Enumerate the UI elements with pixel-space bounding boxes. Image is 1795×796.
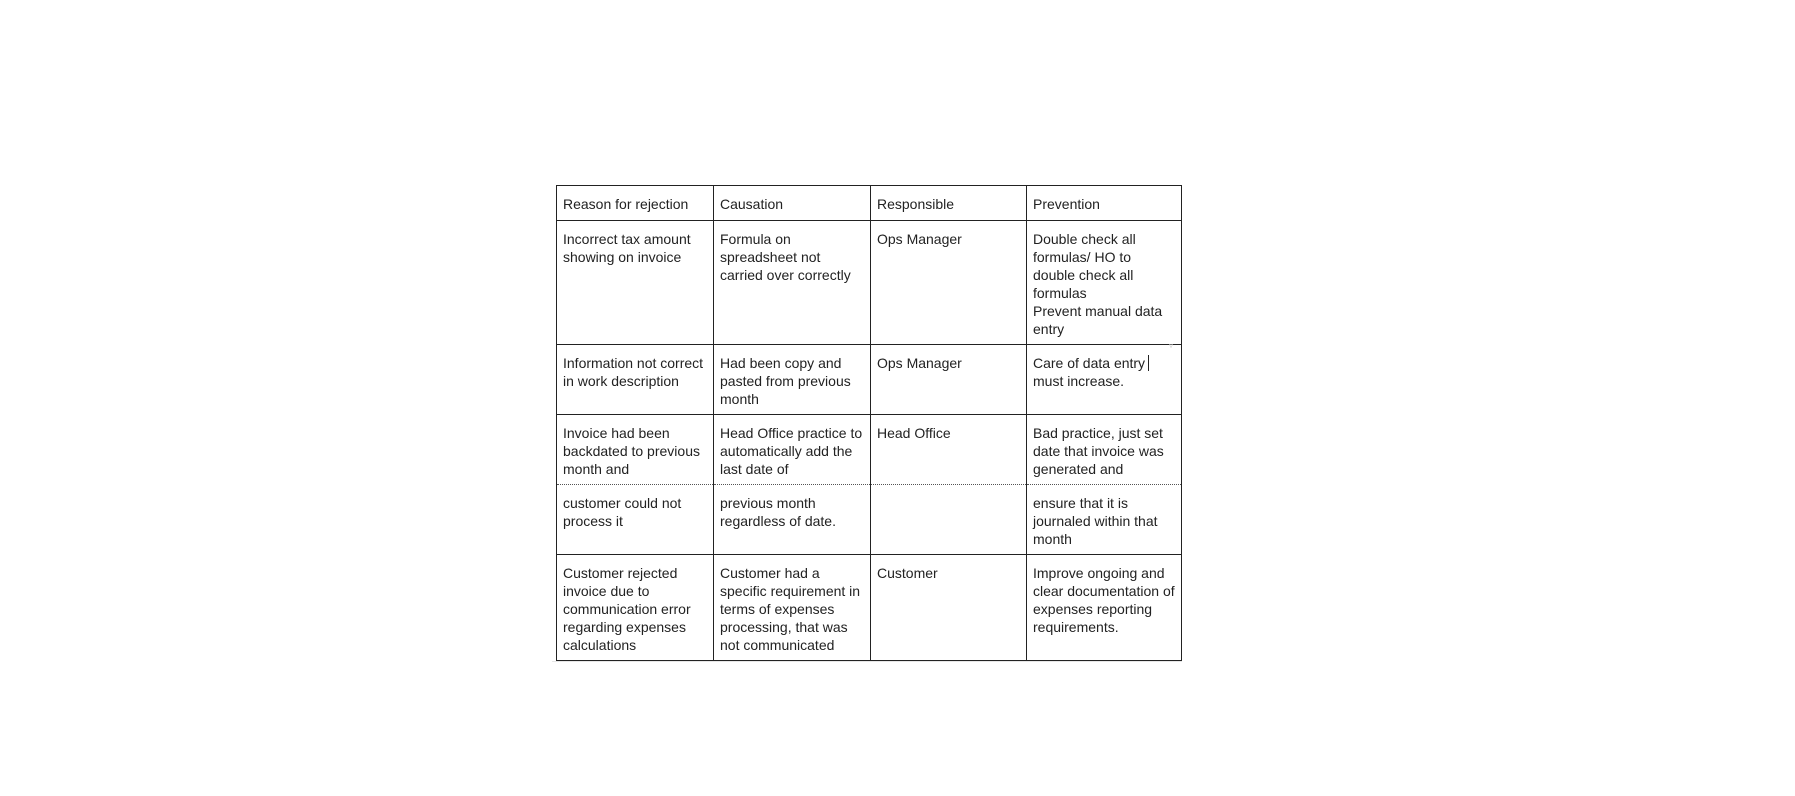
cell-text: ensure that it is journaled within that month — [1033, 495, 1158, 547]
cell-text: Bad practice, just set date that invoice was generated and — [1033, 425, 1164, 477]
cell-text-line: Double check all formulas/ HO to double check all formulas — [1033, 231, 1136, 301]
header-cell-reason[interactable] — [557, 186, 714, 221]
table-cell-reason[interactable] — [557, 415, 714, 485]
table-row — [557, 555, 1182, 661]
table-cell-prevention[interactable] — [1027, 221, 1182, 345]
table-cell-prevention-active[interactable] — [1027, 345, 1182, 415]
table-cell-causation[interactable] — [714, 415, 871, 485]
cell-text: Had been copy and pasted from previous month — [720, 355, 851, 407]
table-row — [557, 415, 1182, 485]
table-cell-causation[interactable] — [714, 221, 871, 345]
header-cell-prevention[interactable] — [1027, 186, 1182, 221]
cell-text: Customer rejected invoice due to communication error regarding expenses calculations — [563, 565, 691, 653]
cell-text: Care of data entry must increase. — [1033, 355, 1149, 389]
cell-text: Head Office practice to automatically add the last date of — [720, 425, 863, 477]
table-cell-reason[interactable] — [557, 555, 714, 661]
header-cell-causation[interactable] — [714, 186, 871, 221]
table-cell-reason[interactable] — [557, 485, 714, 555]
cell-text: customer could not process it — [563, 495, 682, 529]
cell-text: Customer — [877, 565, 938, 581]
text-cursor — [1148, 355, 1149, 371]
header-label: Causation — [720, 196, 784, 212]
table-cell-responsible[interactable] — [871, 345, 1027, 415]
cell-text: Invoice had been backdated to previous month and — [563, 425, 700, 477]
table-cell-causation[interactable] — [714, 485, 871, 555]
table-cell-responsible[interactable] — [871, 221, 1027, 345]
header-label: Prevention — [1033, 196, 1100, 212]
table-cell-prevention[interactable] — [1027, 555, 1182, 661]
table-cell-prevention[interactable] — [1027, 415, 1182, 485]
cell-text-line: Prevent manual data entry — [1033, 303, 1163, 337]
table-cell-responsible[interactable] — [871, 485, 1027, 555]
cell-text: Customer had a specific requirement in terms of expenses processing, that was not communicated — [720, 565, 861, 653]
table-cell-reason[interactable] — [557, 221, 714, 345]
cell-options-chevron-icon[interactable]: ▿ — [1168, 341, 1173, 350]
cell-text: Head Office — [877, 425, 951, 441]
header-label: Responsible — [877, 196, 955, 212]
cell-text: Formula on spreadsheet not carried over correctly — [720, 231, 851, 283]
header-cell-responsible[interactable] — [871, 186, 1027, 221]
cell-text: Incorrect tax amount showing on invoice — [563, 231, 691, 265]
table-header-row — [557, 186, 1182, 221]
table-cell-prevention[interactable] — [1027, 485, 1182, 555]
cell-text: Improve ongoing and clear documentation of expenses reporting requirements. — [1033, 565, 1175, 635]
table-row — [557, 345, 1182, 415]
table-cell-responsible[interactable] — [871, 415, 1027, 485]
table-row-continued — [557, 485, 1182, 555]
table-cell-causation[interactable] — [714, 555, 871, 661]
cell-text: previous month regardless of date. — [720, 495, 836, 529]
header-label: Reason for rejection — [563, 196, 689, 212]
rejection-table — [556, 185, 1182, 661]
table-cell-causation[interactable] — [714, 345, 871, 415]
table-cell-responsible[interactable] — [871, 555, 1027, 661]
rejection-table-container — [556, 185, 1181, 661]
page-divider — [552, 661, 1182, 662]
cell-text: Information not correct in work description — [563, 355, 704, 389]
table-row — [557, 221, 1182, 345]
cell-text: Ops Manager — [877, 355, 962, 371]
table-cell-reason[interactable] — [557, 345, 714, 415]
cell-text: Ops Manager — [877, 231, 962, 247]
